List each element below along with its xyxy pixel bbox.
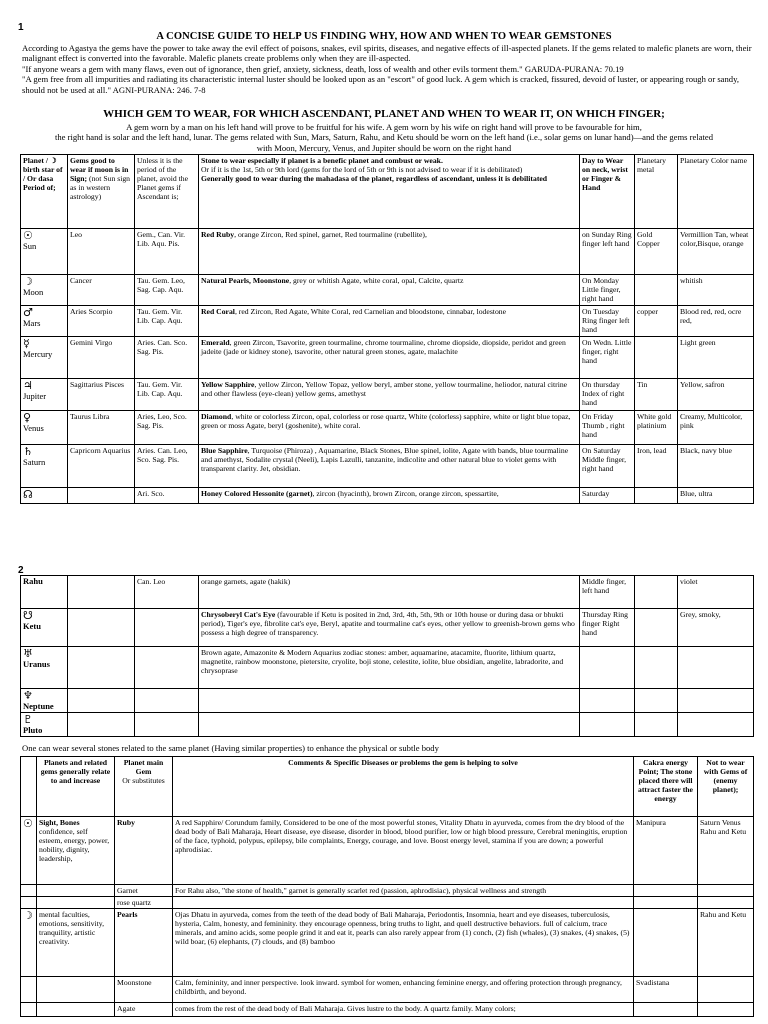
planet-cell [21, 609, 68, 647]
stones-cell [199, 275, 580, 306]
planet-name: Venus [23, 423, 44, 433]
color-cell: Light green [678, 337, 754, 379]
planet-cell [21, 488, 68, 504]
gem-cell: Garnet [115, 885, 173, 897]
planet-name: Saturn [23, 457, 46, 467]
metal-cell [635, 337, 678, 379]
moon-sign-cell [68, 576, 135, 609]
planet-name: Uranus [23, 659, 50, 669]
ascendant-cell [135, 689, 199, 713]
metal-cell: Tin [635, 379, 678, 411]
comment-cell: A red Sapphire/ Corundum family, Considered to be one of the most powerful stones, Vitality Dhatu in ayurveda, comes from the dry blood of the dead body of Bali Maharaja, Heart disease, eye disease, disorder in blood, blood purifier, low or high blood pressure, Cerebral meningitis, eruption of the face, typhoid, polypus, epilepsy, bile complaints, Energy, courage, and love. Boost energy level, stamina if you are down; a powerful aphrodisiac. [173, 817, 634, 885]
stones-cell [199, 689, 580, 713]
moon-sign-cell: Sagittarius Pisces [68, 379, 135, 411]
planet-cell [21, 576, 68, 609]
table-row [21, 713, 754, 737]
stones-cell [199, 229, 580, 275]
hand-note-line: A gem worn by a man on his left hand will prove to be fruitful for his wife. A gem worn by his wife on right hand will prove to be favourable for him, [126, 122, 642, 132]
agni-quote: "A gem free from all impurities and radiating its characteristic internal luster should be looked upon as an "escort" of good luck. A gem which is cracked, fissured, devoid of luster, or appearing rough or sandy, should not be used at all." AGNI-PURANA: 246. 7-8 [22, 74, 739, 95]
other-gems: , grey or whitish Agate, white coral, opal, Calcite, quartz [289, 276, 464, 285]
table-row [21, 306, 754, 337]
ascendant-cell: Gem., Can. Vir. Lib. Aqu. Pis. [135, 229, 199, 275]
table-row [21, 229, 754, 275]
metal-cell [635, 488, 678, 504]
color-cell: Blue, ultra [678, 488, 754, 504]
planet-symbol-cell [21, 1003, 37, 1017]
planet-name: Jupiter [23, 391, 47, 401]
planet-symbol-cell [21, 909, 37, 977]
other-gems: (favourable if Ketu is posited in 2nd, 3rd, 4th, 5th, 9th or 10th house or during dasa or bhukti period), Tiger's eye, fibrolite cat's eye, Beryl, apatite and tourmaline cat's eyes, other yellow to greenish-brown gems who possess a high degree of transparency. [201, 610, 575, 637]
planet-name: Ketu [23, 621, 41, 631]
qualities-bold: Sight, Bones [39, 818, 80, 827]
header-color: Planetary Color name [678, 155, 754, 229]
planet-cell [21, 229, 68, 275]
stones-cell [199, 609, 580, 647]
header-not-wear: Not to wear with Gems of (enemy planet); [698, 757, 754, 817]
gem-diseases-table [20, 756, 754, 1017]
ascendant-cell: Aries. Can. Leo, Sco. Sag. Pis. [135, 445, 199, 488]
other-gems: , green Zircon, Tsavorite, green tourmaline, chrome tourmaline, chrome diopside, diopside, peridot and green jadeite (jade or kidney stone), tsavorite, other natural green stones, agate, malachite [201, 338, 566, 356]
planet-symbol-icon: ♀ [23, 411, 32, 424]
stones-cell [199, 576, 580, 609]
ascendant-cell: Tau. Gem. Leo, Sag. Cap. Aqu. [135, 275, 199, 306]
planet-cell [21, 445, 68, 488]
day-cell [580, 713, 635, 737]
not-wear-cell: Saturn Venus Rahu and Ketu [698, 817, 754, 885]
not-wear-cell [698, 885, 754, 897]
header-ascendant: Unless it is the period of the planet, avoid the Planet gems if Ascendant is; [135, 155, 199, 229]
metal-cell: White gold platinium [635, 411, 678, 445]
main-gem: Natural Pearls, Moonstone [201, 276, 290, 285]
gem-cell: rose quartz [115, 897, 173, 909]
header-chakra: Cakra energy Point; The stone placed there will attract faster the energy [634, 757, 698, 817]
moon-sign-cell: Gemini Virgo [68, 337, 135, 379]
color-cell: Creamy, Multicolor, pink [678, 411, 754, 445]
qualities-cell [37, 817, 115, 885]
main-gem: Red Coral [201, 307, 235, 316]
main-gem: Diamond [201, 412, 232, 421]
planet-symbol-icon: ☿ [23, 337, 30, 350]
qualities-text: mental faculties, emotions, sensitivity, tranquility, artistic creativity. [39, 910, 105, 946]
several-stones-note: One can wear several stones related to the same planet (Having similar properties) to enhance the physical or subtle body [22, 743, 439, 753]
planet-symbol-icon: ☊ [23, 488, 33, 501]
header-gem: Planet main Gem Or substitutes [115, 757, 173, 817]
gem-cell: Ruby [115, 817, 173, 885]
metal-cell: Gold Copper [635, 229, 678, 275]
moon-sign-cell: Cancer [68, 275, 135, 306]
stones-cell [199, 647, 580, 689]
planet-symbol-cell [21, 885, 37, 897]
color-cell: Black, navy blue [678, 445, 754, 488]
planet-cell [21, 713, 68, 737]
garuda-quote: "If anyone wears a gem with many flaws, even out of ignorance, then grief, anxiety, sickness, death, loss of wealth and other evils torment them." GARUDA-PURANA: 70.19 [22, 63, 624, 74]
table-row [21, 1003, 754, 1017]
day-cell: On Tuesday Ring finger left hand [580, 306, 635, 337]
hand-note-line: the right hand is solar and the left hand, lunar. The gems related with Sun, Mars, Saturn, Rahu, and Ketu should be worn on the left hand (i.e., solar gems on lunar hand)—and the gems related [54, 132, 714, 143]
planet-name: Sun [23, 241, 37, 251]
table-row [21, 897, 754, 909]
section-title: WHICH GEM TO WEAR, FOR WHICH ASCENDANT, PLANET AND WHEN TO WEAR IT, ON WHICH FINGER; [103, 108, 665, 120]
qualities-cell [37, 897, 115, 909]
day-cell [580, 689, 635, 713]
table-row [21, 488, 754, 504]
not-wear-cell: Rahu and Ketu [698, 909, 754, 977]
planet-name: Moon [23, 287, 44, 297]
chakra-cell [634, 1003, 698, 1017]
planet-cell [21, 379, 68, 411]
gem-cell: Moonstone [115, 977, 173, 1003]
table-header-row [21, 155, 754, 229]
color-cell [678, 689, 754, 713]
color-cell: Grey, smoky, [678, 609, 754, 647]
header-comments: Comments & Specific Diseases or problems the gem is helping to solve [173, 757, 634, 817]
moon-sign-cell [68, 713, 135, 737]
color-cell: Blood red, red, ocre red, [678, 306, 754, 337]
planet-name: Mars [23, 318, 41, 328]
table-row [21, 411, 754, 445]
metal-cell: Iron, lead [635, 445, 678, 488]
other-gems: , yellow Zircon, Yellow Topaz, yellow beryl, amber stone, yellow tourmaline, heliodor, natural citrine and other flawless (eye-clean) yellow gems, amethyst [201, 380, 568, 398]
not-wear-cell [698, 1003, 754, 1017]
other-gems: orange garnets, agate (hakik) [201, 577, 291, 586]
table-row [21, 445, 754, 488]
moon-sign-cell [68, 647, 135, 689]
main-gem: Emerald [201, 338, 230, 347]
metal-cell [635, 275, 678, 306]
metal-cell [635, 576, 678, 609]
planet-name: Neptune [23, 701, 54, 711]
planet-cell [21, 275, 68, 306]
planet-symbol-icon: ♂ [23, 306, 33, 319]
planet-symbol-cell [21, 977, 37, 1003]
stones-cell [199, 488, 580, 504]
stones-cell [199, 379, 580, 411]
ascendant-cell: Can. Leo [135, 576, 199, 609]
other-gems: , zircon (hyacinth), brown Zircon, orange zircon, spessartite, [312, 489, 499, 498]
gem-cell: Pearls [115, 909, 173, 977]
table-row [21, 885, 754, 897]
planet-cell [21, 689, 68, 713]
metal-cell: copper [635, 306, 678, 337]
comment-cell: comes from the rest of the dead body of Bali Maharaja. Gives lustre to the body. A quartz family. Many colors; [173, 1003, 634, 1017]
main-gem: Chrysoberyl Cat's Eye [201, 610, 276, 619]
other-gems: , Turquoise (Phiroza) , Aquamarine, Black Stones, Blue spinel, iolite, Agate with bands, blue tourmaline and amethyst, Sodalite crystal (Neeli), Lapis Lazulli, tanzanite, indicolite and other natural blue to violet gems with transparent clarity. Jet, obsidian. [201, 446, 569, 473]
ascendant-cell: Aries, Leo, Sco. Sag. Pis. [135, 411, 199, 445]
stones-cell [199, 337, 580, 379]
planet-symbol-icon: ☽ [23, 275, 33, 288]
color-cell [678, 647, 754, 689]
table-row [21, 817, 754, 885]
comment-cell: Calm, femininity, and inner perspective. look inward. symbol for women, enhancing feminine energy, and offering protection through pregnancy, childbirth, and beyond. [173, 977, 634, 1003]
planet-symbol-icon: ♃ [23, 379, 33, 392]
day-cell: Middle finger, left hand [580, 576, 635, 609]
qualities-cell [37, 977, 115, 1003]
planet-name: Rahu [23, 576, 43, 586]
day-cell: Thursday Ring finger Right hand [580, 609, 635, 647]
color-cell [678, 713, 754, 737]
planet-cell [21, 337, 68, 379]
planet-symbol-icon: ♅ [23, 647, 33, 660]
planet-symbol-icon: ☽ [23, 909, 33, 922]
planet-symbol-icon: ☋ [23, 609, 33, 622]
moon-sign-cell: Taurus Libra [68, 411, 135, 445]
color-cell: violet [678, 576, 754, 609]
ascendant-cell [135, 609, 199, 647]
color-cell: whitish [678, 275, 754, 306]
table-row [21, 337, 754, 379]
chakra-cell [634, 909, 698, 977]
intro-paragraph: According to Agastya the gems have the power to take away the evil effect of poisons, snakes, evil spirits, diseases, and negative effects of ill-aspected planets. If the gems related to malefic planets are worn, their malignant effect is converted into the favorable. Malefic planets create problems only when they are ill-aspected. [22, 43, 752, 64]
intro-text [22, 43, 757, 95]
table-row [21, 379, 754, 411]
not-wear-cell [698, 977, 754, 1003]
table-row [21, 647, 754, 689]
stones-cell [199, 713, 580, 737]
moon-sign-cell: Capricorn Aquarius [68, 445, 135, 488]
main-gem: Yellow Sapphire [201, 380, 255, 389]
metal-cell [635, 609, 678, 647]
qualities-cell [37, 909, 115, 977]
day-cell: Saturday [580, 488, 635, 504]
color-cell: Vermillion Tan, wheat color,Bisque, orange [678, 229, 754, 275]
planet-cell [21, 647, 68, 689]
main-gem: Red Ruby [201, 230, 235, 239]
planet-symbol-icon: ♄ [23, 445, 33, 458]
main-gem: Blue Sapphire [201, 446, 248, 455]
stones-cell [199, 411, 580, 445]
table-row [21, 275, 754, 306]
day-cell: on Sunday Ring finger left hand [580, 229, 635, 275]
day-cell: On Monday Little finger, right hand [580, 275, 635, 306]
planet-symbol-icon: ♆ [23, 689, 33, 702]
outer-planets-table [20, 575, 754, 737]
planet-symbol-icon: ♇ [23, 713, 33, 726]
other-gems: , orange Zircon, Red spinel, garnet, Red tourmaline (rubellite), [234, 230, 427, 239]
planet-cell [21, 411, 68, 445]
table-row [21, 576, 754, 609]
planet-name: Pluto [23, 725, 43, 735]
qualities-cell [37, 885, 115, 897]
gem-cell: Agate [115, 1003, 173, 1017]
gem-planet-table [20, 154, 754, 504]
other-gems: , white or colorless Zircon, opal, colorless or rose quartz, White (colorless) sapphire, white or light blue topaz, green or moss Agate, beryl (goshenite), white coral. [201, 412, 571, 430]
planet-symbol-cell [21, 897, 37, 909]
chakra-cell [634, 897, 698, 909]
comment-cell: Ojas Dhatu in ayurveda, comes from the teeth of the dead body of Bali Maharaja, Periodontis, Insomnia, heart and eye diseases, tuberculosis, hysteria, Calm, honesty, and femininity. they encourage openness, bring truths to light, and quell destructive behaviors. full of calcium, trace minerals, and amino acids, some people grind it and eat it, pearls can also rarely appear from (1) conch, (2) fish (whales), (3) snakes, (4) snakes, (5) wild boar, (6) elephants, (7) clouds, and (8) bamboo [173, 909, 634, 977]
chakra-cell [634, 885, 698, 897]
moon-sign-cell: Leo [68, 229, 135, 275]
header-day: Day to Wear on neck, wrist or Finger & Hand [580, 155, 635, 229]
planet-symbol-icon: ☉ [23, 817, 33, 830]
planet-name: Mercury [23, 349, 53, 359]
qualities-cell [37, 1003, 115, 1017]
table-row [21, 909, 754, 977]
metal-cell [635, 689, 678, 713]
table-row [21, 609, 754, 647]
table-header-row [21, 757, 754, 817]
day-cell: On Saturday Middle finger, right hand [580, 445, 635, 488]
planet-symbol-cell [21, 817, 37, 885]
header-symbol [21, 757, 37, 817]
metal-cell [635, 647, 678, 689]
stones-cell [199, 306, 580, 337]
comment-cell [173, 897, 634, 909]
day-cell: On Friday Thumb , right hand [580, 411, 635, 445]
header-stone: Stone to wear especially if planet is a benefic planet and combust or weak. Or if it is the 1st, 5th or 9th lord (gems for the lord of 5th or 9th is not advised to wear if it is debilitated) Generally good to wear during the mahadasa of the planet, regardless of ascendant, unless it is debilitated [199, 155, 580, 229]
planet-cell [21, 306, 68, 337]
ascendant-cell [135, 647, 199, 689]
chakra-cell: Manipura [634, 817, 698, 885]
ascendant-cell: Aries. Can. Sco. Sag. Pis. [135, 337, 199, 379]
day-cell: On Wedn. Little finger, right hand [580, 337, 635, 379]
header-planet: Planet / ☽ birth star of / Or dasa Period of; [21, 155, 68, 229]
main-gem: Honey Colored Hessonite (garnet) [201, 489, 313, 498]
comment-cell: For Rahu also, "the stone of health," garnet is generally scarlet red (passion, aphrodisiac), physical wellness and strength [173, 885, 634, 897]
ascendant-cell: Tau. Gem. Vir. Lib. Cap. Aqu. [135, 379, 199, 411]
hand-note [14, 122, 754, 153]
moon-sign-cell: Aries Scorpio [68, 306, 135, 337]
ascendant-cell: Tau. Gem. Vir. Lib. Cap. Aqu. [135, 306, 199, 337]
ascendant-cell: Ari. Sco. [135, 488, 199, 504]
day-cell: On thursday Index of right hand [580, 379, 635, 411]
not-wear-cell [698, 897, 754, 909]
ascendant-cell [135, 713, 199, 737]
moon-sign-cell [68, 609, 135, 647]
header-moon-sign: Gems good to wear if moon is in Sign; (not Sun sign as in western astrology) [68, 155, 135, 229]
planet-symbol-icon: ☉ [23, 229, 33, 242]
stones-cell [199, 445, 580, 488]
moon-sign-cell [68, 488, 135, 504]
moon-sign-cell [68, 689, 135, 713]
day-cell [580, 647, 635, 689]
page-number: 1 [18, 22, 24, 33]
qualities-text: confidence, self esteem, energy, power, nobility, dignity, leadership, [39, 827, 110, 863]
chakra-cell: Svadistana [634, 977, 698, 1003]
hand-note-line: with Moon, Mercury, Venus, and Jupiter should be worn on the right hand [256, 142, 512, 153]
table-row [21, 977, 754, 1003]
page-number: 2 [18, 565, 24, 576]
header-metal: Planetary metal [635, 155, 678, 229]
other-gems: , red Zircon, Red Agate, White Coral, red Carnelian and bloodstone, cinnabar, lodestone [234, 307, 507, 316]
other-gems: Brown agate, Amazonite & Modern Aquarius zodiac stones: amber, aquamarine, atacamite, fluorite, lithium quartz, magnetite, rainbow moonstone, pietersite, cryolite, boji stone, celestite, iolite, blue obsidian, angelite, labradorite, and chrysoprase [201, 648, 564, 675]
document-title: A CONCISE GUIDE TO HELP US FINDING WHY, HOW AND WHEN TO WEAR GEMSTONES [156, 31, 612, 42]
header-planets: Planets and related gems generally relate to and increase [37, 757, 115, 817]
metal-cell [635, 713, 678, 737]
table-row [21, 689, 754, 713]
color-cell: Yellow, safron [678, 379, 754, 411]
